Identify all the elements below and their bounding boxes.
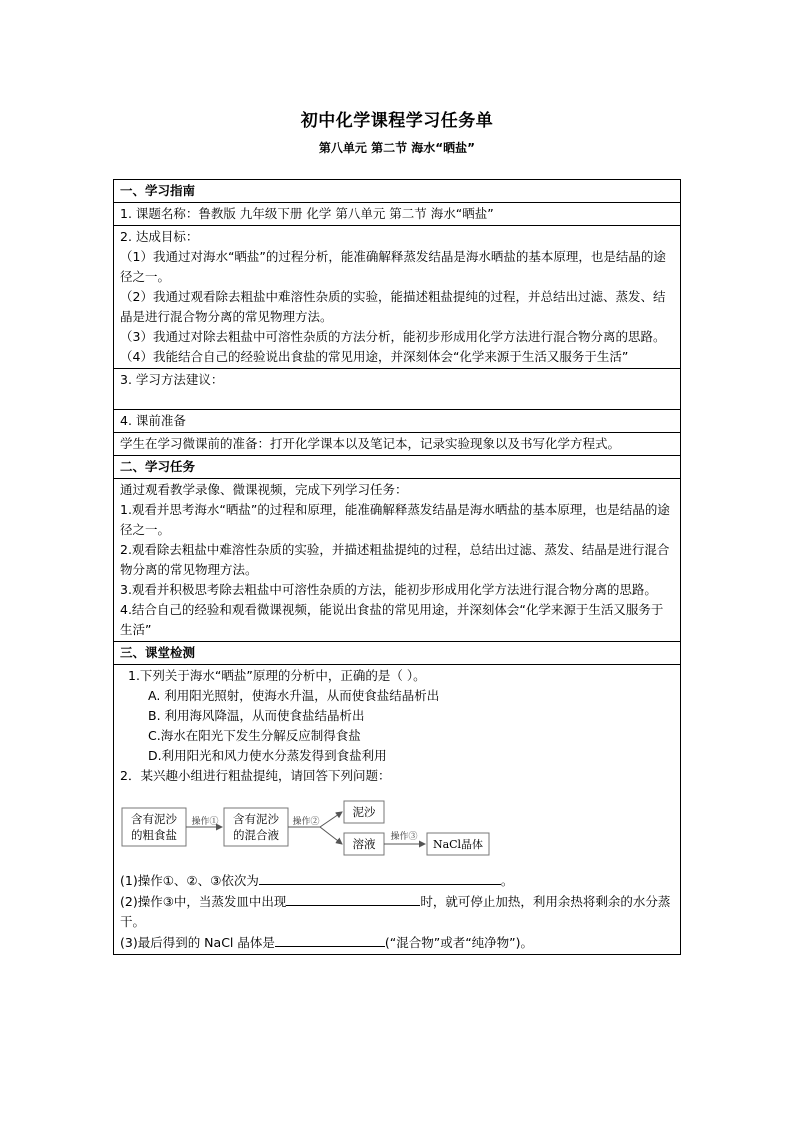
question-2-part-3 (120, 932, 674, 953)
answer-blank-crystal-type[interactable] (275, 932, 385, 947)
goals-label: 2. 达成目标： (120, 229, 199, 244)
preparation-text-row: 学生在学习微课前的准备：打开化学课本以及笔记本，记录实验现象以及书写化学方程式。 (114, 433, 681, 456)
question-2-part-2 (120, 891, 674, 932)
flow-box-mixture-line1: 含有泥沙 (233, 812, 279, 826)
flow-box-sediment-label: 泥沙 (352, 805, 376, 819)
flow-label-operation-2: 操作② (292, 817, 320, 827)
section-heading-guide: 一、学习指南 (114, 180, 681, 203)
flow-box-mixture-line2: 的混合液 (233, 828, 279, 842)
section-heading-quiz: 三、课堂检测 (114, 642, 681, 665)
flow-label-operation-1: 操作① (191, 817, 219, 827)
q2-2-end: 时，就可停止加热，利用余热将剩余的水分蒸干。 (120, 894, 671, 929)
flow-arrow-2-up (320, 812, 342, 827)
option-d: D.利用阳光和风力使水分蒸发得到食盐利用 (148, 748, 387, 763)
page-subtitle: 第八单元 第二节 海水“晒盐” (318, 141, 476, 155)
task-item: 4.结合自己的经验和观看微课视频，能说出食盐的常见用途，并深刻体会“化学来源于生活又服务于生活” (120, 602, 664, 637)
flow-box-solution-label: 溶液 (352, 837, 376, 851)
flow-arrow-2-down (320, 827, 342, 844)
task-item: 2.观看除去粗盐中难溶性杂质的实验，并描述粗盐提纯的过程，总结出过滤、蒸发、结晶是进行混合物分离的常见物理方法。 (120, 542, 670, 577)
goal-item: （2）我通过观看除去粗盐中难溶性杂质的实验，能描述粗盐提纯的过程，并总结出过滤、蒸发、结晶是进行混合物分离的常见物理方法。 (120, 289, 666, 324)
page-title: 初中化学课程学习任务单 (300, 111, 494, 131)
tasks-cell (114, 479, 681, 642)
q2-1-text: (1)操作①、②、③依次为 (120, 873, 259, 888)
course-name-row: 1. 课题名称：鲁教版 九年级下册 化学 第八单元 第二节 海水“晒盐” (114, 203, 681, 226)
method-suggestion-row: 3. 学习方法建议： (114, 369, 681, 410)
q2-3-text: (3)最后得到的 NaCl 晶体是 (120, 935, 275, 950)
goal-item: （4）我能结合自己的经验说出食盐的常见用途，并深刻体会“化学来源于生活又服务于生活” (120, 349, 629, 364)
question-2: 2．某兴趣小组进行粗盐提纯，请回答下列问题： (120, 768, 391, 783)
flow-box-crude-salt-line1: 含有泥沙 (131, 812, 177, 826)
goal-item: （1）我通过对海水“晒盐”的过程分析，能准确解释蒸发结晶是海水晒盐的基本原理，也是结晶的途径之一。 (120, 249, 666, 284)
answer-blank-evaporation[interactable] (286, 891, 420, 906)
question-1: 1.下列关于海水“晒盐”原理的分析中，正确的是（ ）。 (128, 668, 426, 683)
quiz-cell (114, 665, 681, 955)
tasks-intro: 通过观看教学录像、微课视频，完成下列学习任务： (120, 482, 408, 497)
section-heading-tasks: 二、学习任务 (114, 456, 681, 479)
task-item: 3.观看并积极思考除去粗盐中可溶性杂质的方法，能初步形成用化学方法进行混合物分离的思路。 (120, 582, 657, 597)
q2-2-text: (2)操作③中，当蒸发皿中出现 (120, 894, 287, 909)
task-sheet-table (113, 179, 681, 955)
answer-blank-operations[interactable] (259, 870, 501, 885)
task-item: 1.观看并思考海水“晒盐”的过程和原理，能准确解释蒸发结晶是海水晒盐的基本原理，也是结晶的途径之一。 (120, 502, 670, 537)
goal-item: （3）我通过对除去粗盐中可溶性杂质的方法分析，能初步形成用化学方法进行混合物分离的思路。 (120, 329, 666, 344)
option-a: A. 利用阳光照射，使海水升温，从而使食盐结晶析出 (148, 688, 440, 703)
question-2-part-1 (120, 870, 674, 891)
salt-purification-flow-diagram (120, 800, 510, 856)
q2-1-end: 。 (500, 873, 514, 888)
goals-cell (114, 226, 681, 369)
q2-3-end: (“混合物”或者“纯净物”)。 (384, 935, 534, 950)
flow-label-operation-3: 操作③ (390, 832, 418, 842)
flow-box-crude-salt-line2: 的粗食盐 (131, 828, 177, 842)
flow-box-nacl-crystal-label: NaCl晶体 (432, 838, 484, 851)
preparation-label-row: 4. 课前准备 (114, 410, 681, 433)
option-b: B. 利用海风降温，从而使食盐结晶析出 (148, 708, 365, 723)
option-c: C.海水在阳光下发生分解反应制得食盐 (148, 728, 361, 743)
